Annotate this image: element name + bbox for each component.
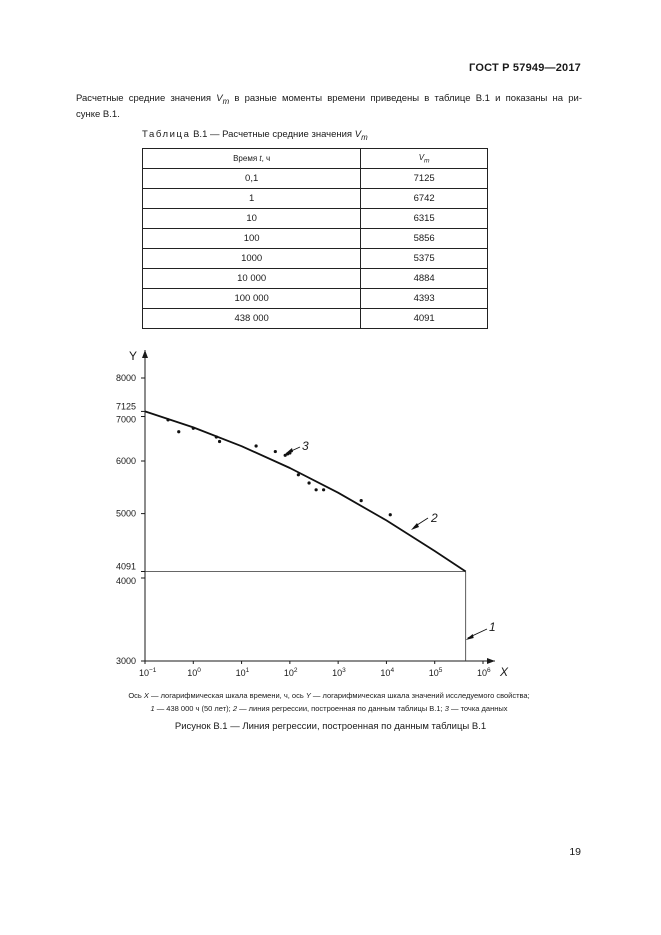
- x-axis-arrow: [487, 658, 495, 664]
- header-vm-sub: m: [424, 157, 430, 165]
- y-axis-arrow: [142, 350, 148, 358]
- figure-title: Рисунок В.1 — Линия регрессии, построенная по данным таблицы В.1: [174, 721, 487, 732]
- x-axis-letter: X: [500, 665, 509, 679]
- intro-text-before: Расчетные средние значения: [76, 93, 217, 104]
- callout-2-label: 2: [431, 511, 438, 525]
- table-cell-value: 5375: [361, 249, 488, 269]
- figure-note: [76, 689, 582, 715]
- note-y: Y: [305, 691, 311, 700]
- table-cell-time: 438 000: [143, 309, 361, 329]
- table-cell-time: 1: [143, 189, 361, 209]
- callout-1-label: 1: [489, 620, 496, 634]
- table-cell-time: 10 000: [143, 269, 361, 289]
- page-number: 19: [569, 846, 581, 858]
- note-f: — точка данных: [448, 704, 508, 713]
- data-point: [255, 444, 258, 447]
- note-n1: 1: [150, 704, 155, 713]
- data-point: [166, 418, 169, 421]
- note-b: — логарифмическая шкала времени, ч, ось: [148, 691, 306, 700]
- document-code: ГОСТ Р 57949—2017: [469, 62, 581, 74]
- note-n2: 2: [232, 704, 237, 713]
- table-caption-var-sub: m: [361, 132, 368, 142]
- table-cell-value: 7125: [361, 169, 488, 189]
- note-a: Ось: [128, 691, 144, 700]
- table-cell-time: 10: [143, 209, 361, 229]
- table-cell-time: 100: [143, 229, 361, 249]
- y-axis-letter: Y: [129, 349, 138, 363]
- table-cell-value: 6742: [361, 189, 488, 209]
- data-point: [322, 488, 325, 491]
- intro-var-sub: m: [222, 96, 230, 106]
- header-vm-var: V: [418, 152, 425, 162]
- table-cell-time: 0,1: [143, 169, 361, 189]
- data-point: [215, 435, 218, 438]
- note-n3: 3: [444, 704, 449, 713]
- y-tick-label: 4091: [115, 561, 136, 572]
- x-tick-label: $10^{-1}$: [139, 667, 157, 678]
- figure-note-line-2: [76, 702, 582, 715]
- y-tick-label: 8000: [115, 373, 136, 383]
- y-tick-label: 6000: [115, 456, 136, 467]
- y-tick-label: 7125: [115, 401, 136, 412]
- note-d: — 438 000 ч (50 лет);: [154, 704, 233, 713]
- callout-3-label: 3: [302, 439, 309, 453]
- table-cell-time: 1000: [143, 249, 361, 269]
- header-time-b: , ч: [261, 154, 271, 163]
- table-cell-value: 4091: [361, 309, 488, 329]
- figure-note-line-1: [76, 689, 582, 702]
- intro-var: V: [216, 93, 223, 104]
- table-caption-var: V: [354, 129, 362, 140]
- x-tick-label: $10^4$: [380, 667, 395, 678]
- y-tick-label: 4000: [115, 575, 136, 586]
- data-point: [315, 488, 318, 491]
- x-tick-label: $10^5$: [428, 667, 443, 678]
- x-tick-label: $10^2$: [283, 667, 298, 678]
- data-point: [297, 473, 300, 476]
- x-tick-label: $10^1$: [235, 667, 250, 678]
- y-tick-label: 5000: [115, 508, 136, 519]
- note-c: — логарифмическая шкала значений исследуемого свойства;: [310, 691, 530, 700]
- data-point: [307, 481, 310, 484]
- x-tick-label: $10^6$: [477, 667, 491, 678]
- table-cell-value: 4393: [361, 289, 488, 309]
- x-tick-label: $10^0$: [187, 667, 201, 678]
- table-caption-text: В.1 — Расчетные средние значения: [190, 129, 355, 140]
- table-cell-time: 100 000: [143, 289, 361, 309]
- x-tick-label: $10^3$: [332, 667, 346, 678]
- data-point: [360, 499, 363, 502]
- y-tick-label: 3000: [115, 656, 136, 666]
- data-point: [177, 430, 180, 433]
- data-point: [218, 440, 221, 443]
- data-point: [389, 513, 392, 516]
- table-caption-label: Таблица: [142, 129, 191, 140]
- intro-text-after: в разные моменты времени приведены в таблице В.1 и показаны на ри-: [229, 93, 582, 104]
- callout-1-arrow: [466, 634, 474, 640]
- note-x: X: [143, 691, 149, 700]
- data-point: [274, 450, 277, 453]
- table-cell-value: 6315: [361, 209, 488, 229]
- data-point: [192, 427, 195, 430]
- header-time-var: t: [259, 154, 262, 163]
- y-tick-label: 7000: [115, 414, 136, 425]
- header-time-a: Время: [233, 154, 260, 163]
- table-cell-value: 5856: [361, 229, 488, 249]
- table-cell-value: 4884: [361, 269, 488, 289]
- intro-line-2: сунке В.1.: [76, 108, 120, 120]
- regression-line: [145, 411, 466, 571]
- note-e: — линия регрессии, построенная по данным таблицы В.1;: [237, 704, 445, 713]
